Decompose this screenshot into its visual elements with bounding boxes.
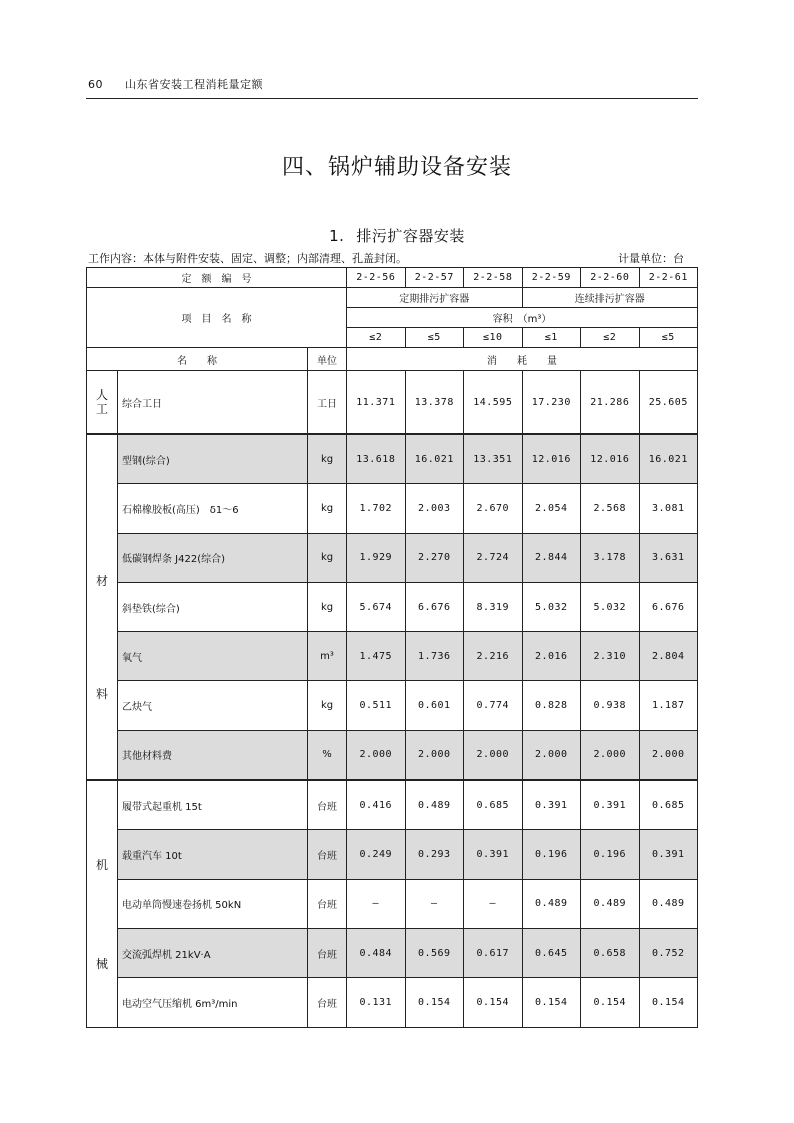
consumption-value: 3.081 (639, 484, 698, 533)
consumption-value: 2.000 (347, 730, 406, 780)
consumption-value: 12.016 (522, 434, 581, 484)
table-row (87, 879, 698, 928)
quota-code: 2-2-57 (405, 268, 464, 288)
category-label (87, 780, 118, 1027)
resource-name: 石棉橡胶板(高压) δ1～6 (118, 484, 308, 533)
consumption-value: 1.475 (347, 632, 406, 681)
resource-unit: 工日 (308, 371, 347, 435)
consumption-value: 8.319 (464, 582, 523, 631)
consumption-value: 0.391 (464, 830, 523, 879)
category-char: 材 (95, 574, 108, 589)
resource-name: 电动空气压缩机 6m³/min (118, 978, 308, 1027)
consumption-value: 0.685 (464, 780, 523, 830)
consumption-value: 1.736 (405, 632, 464, 681)
consumption-value: — (347, 879, 406, 928)
consumption-value: 3.631 (639, 533, 698, 582)
quota-code: 2-2-59 (522, 268, 581, 288)
consumption-value: 0.293 (405, 830, 464, 879)
consumption-value: 13.378 (405, 371, 464, 435)
consumption-value: 0.569 (405, 928, 464, 977)
table-row (87, 681, 698, 730)
header-rule (86, 98, 698, 99)
consumption-value: 2.568 (581, 484, 640, 533)
consumption-value: 0.196 (522, 830, 581, 879)
group-continuous: 连续排污扩容器 (522, 288, 698, 308)
consumption-value: 0.489 (639, 879, 698, 928)
running-header (88, 76, 263, 92)
consumption-value: 0.774 (464, 681, 523, 730)
consumption-value: 0.391 (639, 830, 698, 879)
consumption-value: 0.489 (405, 780, 464, 830)
resource-name: 履带式起重机 15t (118, 780, 308, 830)
category-char: 机 (95, 857, 108, 872)
consumption-value: 13.618 (347, 434, 406, 484)
resource-unit: % (308, 730, 347, 780)
consumption-value: 0.154 (464, 978, 523, 1027)
consumption-value: 0.154 (522, 978, 581, 1027)
resource-unit: kg (308, 681, 347, 730)
consumption-value: 2.804 (639, 632, 698, 681)
volume-value: ≤2 (347, 328, 406, 348)
consumption-value: 2.054 (522, 484, 581, 533)
consumption-value: 1.187 (639, 681, 698, 730)
resource-name: 低碳钢焊条 J422(综合) (118, 533, 308, 582)
consumption-value: 0.645 (522, 928, 581, 977)
consumption-value: — (464, 879, 523, 928)
consumption-value: 14.595 (464, 371, 523, 435)
consumption-value: 0.391 (522, 780, 581, 830)
consumption-value: 0.685 (639, 780, 698, 830)
category-char: 人工 (95, 388, 108, 416)
subsection-text: 排污扩容器安装 (356, 227, 465, 245)
volume-value: ≤10 (464, 328, 523, 348)
consumption-value: 2.270 (405, 533, 464, 582)
table-row (87, 434, 698, 484)
quota-code-label: 定 额 编 号 (87, 268, 347, 288)
unit-of-measure: 计量单位：台 (618, 252, 684, 265)
category-label (87, 434, 118, 780)
resource-name: 氧气 (118, 632, 308, 681)
consumption-value: 2.000 (581, 730, 640, 780)
consumption-value: 0.154 (581, 978, 640, 1027)
resource-unit: 台班 (308, 780, 347, 830)
resource-name: 交流弧焊机 21kV·A (118, 928, 308, 977)
consumption-value: 2.000 (639, 730, 698, 780)
consumption-value: 3.178 (581, 533, 640, 582)
consumption-value: 0.658 (581, 928, 640, 977)
consumption-value: 1.702 (347, 484, 406, 533)
resource-name: 电动单筒慢速卷扬机 50kN (118, 879, 308, 928)
resource-unit: kg (308, 434, 347, 484)
resource-unit: 台班 (308, 879, 347, 928)
consumption-value: 2.000 (522, 730, 581, 780)
quota-code: 2-2-60 (581, 268, 640, 288)
consumption-value: 13.351 (464, 434, 523, 484)
consumption-value: 6.676 (405, 582, 464, 631)
consumption-value: 2.724 (464, 533, 523, 582)
category-char: 料 (95, 687, 108, 702)
consumption-value: 12.016 (581, 434, 640, 484)
book-title: 山东省安装工程消耗量定额 (125, 78, 263, 91)
consumption-value: 0.484 (347, 928, 406, 977)
subsection-title (0, 225, 794, 246)
consumption-value: 0.196 (581, 830, 640, 879)
consumption-value: 5.032 (522, 582, 581, 631)
consumption-value: 6.676 (639, 582, 698, 631)
group-periodic: 定期排污扩容器 (347, 288, 523, 308)
section-title: 四、锅炉辅助设备安装 (281, 155, 512, 180)
table-row (87, 780, 698, 830)
volume-value: ≤5 (405, 328, 464, 348)
subsection-number: 1. (329, 227, 345, 245)
consumption-value: 25.605 (639, 371, 698, 435)
item-name-label: 项 目 名 称 (87, 288, 347, 348)
consumption-value: 0.154 (639, 978, 698, 1027)
consumption-value: 2.670 (464, 484, 523, 533)
resource-unit: kg (308, 533, 347, 582)
resource-unit: kg (308, 582, 347, 631)
consumption-value: 0.154 (405, 978, 464, 1027)
resource-name: 载重汽车 10t (118, 830, 308, 879)
consumption-value: 0.511 (347, 681, 406, 730)
category-label (87, 371, 118, 435)
category-char: 械 (95, 956, 108, 971)
volume-label: 容积 （m³） (347, 308, 698, 328)
consumption-value: 0.601 (405, 681, 464, 730)
consumption-value: 1.929 (347, 533, 406, 582)
consumption-value: 2.000 (405, 730, 464, 780)
table-row (87, 582, 698, 631)
resource-name: 乙炔气 (118, 681, 308, 730)
quota-code: 2-2-56 (347, 268, 406, 288)
consumption-value: 0.617 (464, 928, 523, 977)
consumption-value: 2.000 (464, 730, 523, 780)
resource-name: 综合工日 (118, 371, 308, 435)
consumption-value: 5.032 (581, 582, 640, 631)
resource-unit: 台班 (308, 978, 347, 1027)
quota-code: 2-2-58 (464, 268, 523, 288)
resource-unit: 台班 (308, 928, 347, 977)
consumption-value: 2.310 (581, 632, 640, 681)
consumption-value: 2.003 (405, 484, 464, 533)
consumption-value: 0.391 (581, 780, 640, 830)
table-row (87, 730, 698, 780)
table-row (87, 978, 698, 1027)
name-column-header: 名 称 (87, 348, 308, 371)
consumption-value: — (405, 879, 464, 928)
table-row (87, 632, 698, 681)
table-row (87, 533, 698, 582)
resource-unit: 台班 (308, 830, 347, 879)
consumption-value: 0.489 (522, 879, 581, 928)
consumption-value: 21.286 (581, 371, 640, 435)
consumption-value: 0.752 (639, 928, 698, 977)
consumption-value: 0.249 (347, 830, 406, 879)
resource-unit: m³ (308, 632, 347, 681)
volume-value: ≤1 (522, 328, 581, 348)
table-row (87, 484, 698, 533)
consumption-column-header: 消 耗 量 (347, 348, 698, 371)
table-row (87, 928, 698, 977)
unit-column-header: 单位 (308, 348, 347, 371)
consumption-value: 0.938 (581, 681, 640, 730)
quota-code: 2-2-61 (639, 268, 698, 288)
consumption-value: 0.416 (347, 780, 406, 830)
resource-name: 斜垫铁(综合) (118, 582, 308, 631)
quota-table (86, 267, 698, 1028)
consumption-value: 16.021 (639, 434, 698, 484)
table-row (87, 830, 698, 879)
consumption-value: 0.131 (347, 978, 406, 1027)
resource-name: 其他材料费 (118, 730, 308, 780)
resource-name: 型钢(综合) (118, 434, 308, 484)
consumption-value: 2.016 (522, 632, 581, 681)
volume-value: ≤5 (639, 328, 698, 348)
consumption-value: 0.489 (581, 879, 640, 928)
consumption-value: 16.021 (405, 434, 464, 484)
consumption-value: 2.844 (522, 533, 581, 582)
consumption-value: 11.371 (347, 371, 406, 435)
consumption-value: 5.674 (347, 582, 406, 631)
consumption-value: 2.216 (464, 632, 523, 681)
page-number: 60 (88, 78, 103, 91)
table-row (87, 371, 698, 435)
work-content: 工作内容：本体与附件安装、固定、调整；内部清理、孔盖封闭。 (88, 252, 407, 265)
consumption-value: 0.828 (522, 681, 581, 730)
consumption-value: 17.230 (522, 371, 581, 435)
volume-value: ≤2 (581, 328, 640, 348)
resource-unit: kg (308, 484, 347, 533)
